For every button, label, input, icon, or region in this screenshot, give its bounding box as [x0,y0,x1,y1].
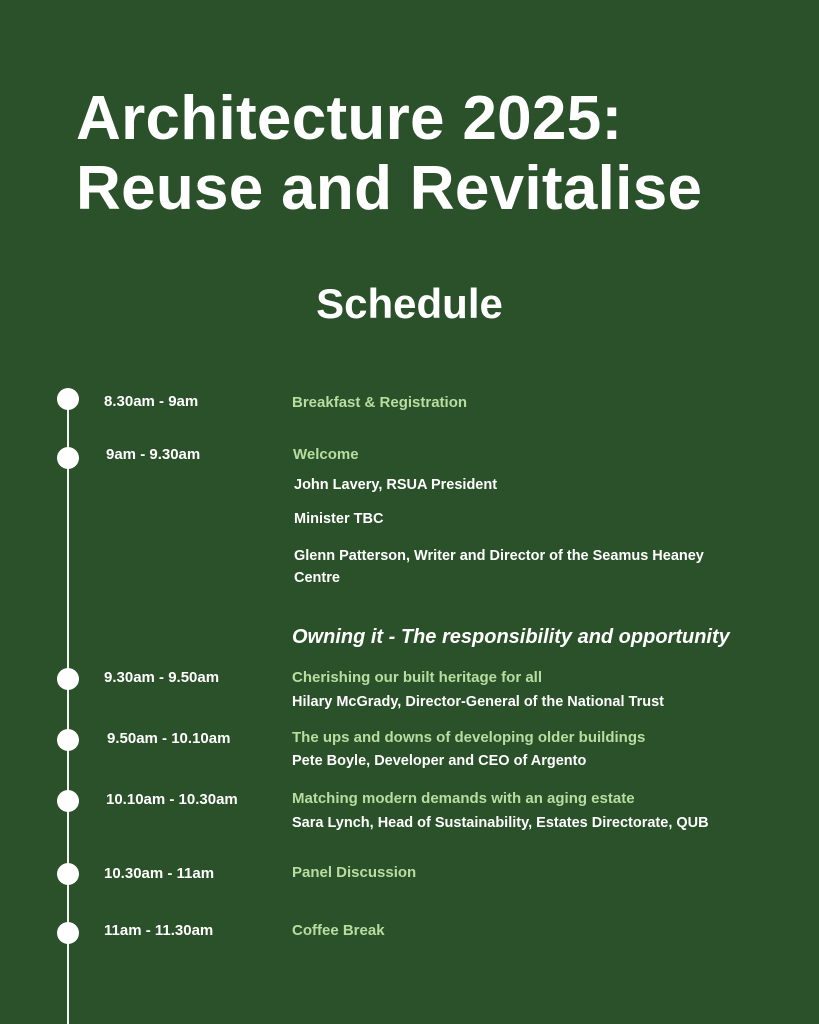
speaker: Minister TBC [294,511,384,527]
speaker: Pete Boyle, Developer and CEO of Argento [292,753,587,769]
timeline-dot [57,863,79,885]
time-slot: 9.50am - 10.10am [107,730,231,747]
event-title: Breakfast & Registration [292,394,468,411]
speaker: Hilary McGrady, Director-General of the National Trust [292,694,664,710]
timeline-dot [57,388,79,410]
time-slot: 11am - 11.30am [104,922,214,939]
section-heading: Owning it - The responsibility and opportunity [292,626,730,648]
time-slot: 10.30am - 11am [104,865,215,882]
event-title: Panel Discussion [292,864,417,881]
time-slot: 9.30am - 9.50am [104,669,220,686]
page-title [76,84,702,224]
timeline-dot [57,790,79,812]
speaker: John Lavery, RSUA President [294,477,498,493]
event-title: Matching modern demands with an aging estate [292,790,635,807]
timeline-dot [57,922,79,944]
time-slot: 10.10am - 10.30am [106,791,238,808]
event-title: Cherishing our built heritage for all [292,669,543,686]
time-slot: 8.30am - 9am [104,393,199,410]
schedule-heading: Schedule [316,280,503,327]
event-title: Welcome [293,446,359,463]
event-title: The ups and downs of developing older buildings [292,729,646,746]
time-slot: 9am - 9.30am [106,446,201,463]
timeline-dot [57,668,79,690]
timeline-dot [57,729,79,751]
title-line-2: Reuse and Revitalise [76,154,703,223]
speaker: Sara Lynch, Head of Sustainability, Estates Directorate, QUB [292,815,709,831]
timeline-dot [57,447,79,469]
speaker: Glenn Patterson, Writer and Director of the Seamus Heaney Centre [294,548,704,586]
event-title: Coffee Break [292,922,385,939]
title-line-1: Architecture 2025: [76,84,623,153]
